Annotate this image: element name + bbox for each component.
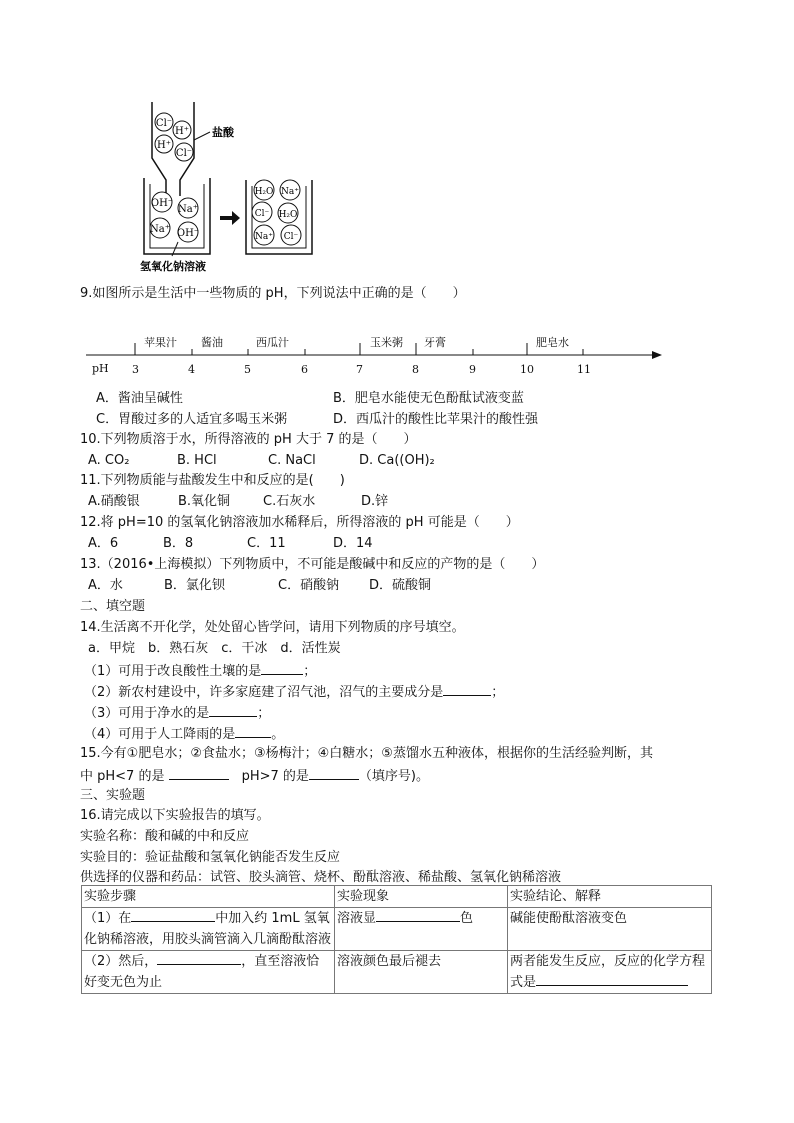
ion-label: Cl⁻ [283,232,299,242]
q14-sub2-semicolon: ； [491,685,505,700]
row2-conclusion [508,951,712,994]
answer-blank[interactable] [536,973,688,986]
ion-label: Na⁺ [178,204,198,215]
q13-stem: 13.（2016•上海模拟）下列物质中，不可能是酸碱中和反应的产物的是（ ） [80,557,545,572]
q9-stem: 9.如图所示是生活中一些物质的 pH，下列说法中正确的是（ ） [80,286,466,301]
ph-scale [86,333,666,379]
q14-sub4-period: 。 [271,727,285,742]
q12-option-c: C．11 [247,536,286,551]
q14-sub4-text: （4）可用于人工降雨的是 [84,727,236,742]
header-conclusion: 实验结论、解释 [508,886,712,908]
q10-option-c: C. NaCl [268,453,316,468]
q9-option-a: A．酱油呈碱性 [96,391,183,406]
q14-sub3-text: （3）可用于净水的是 [84,706,210,721]
q9-option-c: C．胃酸过多的人适宜多喝玉米粥 [96,412,288,427]
q15-text-a: 中 pH<7 的是 [80,769,169,784]
q12-stem: 12.将 pH=10 的氢氧化钠溶液加水稀释后，所得溶液的 pH 可能是（ ） [80,515,519,530]
experiment-report-table [81,885,712,994]
section-heading: 二、填空题 [80,599,146,614]
answer-blank[interactable] [261,662,303,675]
section-heading: 三、实验题 [80,788,146,803]
row1-observation [335,908,508,951]
q11-option-a: A.硝酸银 [88,494,140,509]
answer-blank[interactable] [209,704,257,717]
q14-stem: 14.生活离不开化学，处处留心皆学问，请用下列物质的序号填空。 [80,620,465,635]
ion-label: Na⁺ [150,224,170,235]
q14-sub2 [84,683,504,701]
ph-tick: 3 [132,363,139,376]
substance-label: 西瓜汁 [256,336,289,349]
q14-sub3 [84,704,270,722]
header-steps: 实验步骤 [82,886,335,908]
answer-blank[interactable] [131,909,215,922]
row1-conclusion: 碱能使酚酞溶液变色 [508,908,712,951]
header-observation: 实验现象 [335,886,508,908]
ion-label: H⁺ [175,126,189,137]
q15-text-b: pH>7 的是 [228,769,309,784]
q16-purpose: 实验目的：验证盐酸和氢氧化钠能否发生反应 [80,850,341,865]
row2-concl-a: 两者能发生反应，反应的化学方程式是 [510,954,706,990]
answer-blank[interactable] [235,725,271,738]
substance-label: 酱油 [201,336,223,349]
substance-label: 牙膏 [424,336,446,349]
q14-sub1 [84,662,316,680]
q10-option-d: D. Ca((OH)₂ [359,453,435,468]
neutralization-diagram [138,100,318,272]
q9-option-d: D．西瓜汁的酸性比苹果汁的酸性强 [333,412,539,427]
q10-stem: 10.下列物质溶于水，所得溶液的 pH 大于 7 的是（ ） [80,432,417,447]
ion-label: OH⁻ [176,228,200,239]
answer-blank[interactable] [309,767,359,780]
q16-materials: 供选择的仪器和药品：试管、胶头滴管、烧杯、酚酞溶液、稀盐酸、氢氧化钠稀溶液 [80,870,562,885]
row2-step-b: ，直至溶液恰好变无色为止 [84,954,320,990]
row1-step-a: （1）在 [84,911,132,926]
q13-option-a: A．水 [88,578,123,593]
ph-tick: 5 [244,363,251,376]
acid-label: 盐酸 [212,126,234,139]
q12-option-d: D．14 [333,536,373,551]
ph-tick: 7 [356,363,363,376]
row2-observation: 溶液颜色最后褪去 [335,951,508,994]
q12-option-a: A．6 [88,536,119,551]
q10-option-a: A. CO₂ [88,453,130,468]
ph-tick: 11 [577,363,591,376]
q14-sub1-text: （1）可用于改良酸性土壤的是 [84,664,262,679]
answer-blank[interactable] [169,767,229,780]
row1-step-b: 中加入约 1mL 氢氧化钠稀溶液，用胶头滴管滴入几滴酚酞溶液 [84,911,332,947]
q10-option-b: B. HCl [177,453,217,468]
q13-option-b: B．氯化钡 [164,578,225,593]
substance-label: 玉米粥 [370,336,403,349]
ion-label: Cl⁻ [175,148,193,159]
q13-option-d: D．硫酸铜 [369,578,432,593]
ion-label: Cl⁻ [155,118,173,129]
substance-label: 肥皂水 [536,336,569,349]
table-row [82,951,712,994]
ph-tick: 10 [520,363,534,376]
ph-tick: 6 [301,363,308,376]
q12-option-b: B．8 [163,536,194,551]
q11-stem: 11.下列物质能与盐酸发生中和反应的是( ) [80,473,345,488]
ph-axis-label: pH [92,362,109,375]
ion-label: H₂O [278,210,298,220]
q16-name: 实验名称：酸和碱的中和反应 [80,829,250,844]
q11-option-d: D.锌 [361,494,389,509]
q16-stem: 16.请完成以下实验报告的填写。 [80,808,270,823]
ion-label: H₂O [254,187,274,197]
ph-tick: 4 [188,363,195,376]
ion-label: Cl⁻ [254,209,270,219]
ion-label: OH⁻ [150,198,174,209]
table-row [82,908,712,951]
ph-tick: 8 [412,363,419,376]
q15-text-c: （填序号)。 [358,769,429,784]
q14-sub1-semicolon: ； [303,664,317,679]
q14-sub4 [84,725,284,743]
q9-option-b: B．肥皂水能使无色酚酞试液变蓝 [333,391,524,406]
q11-option-b: B.氧化铜 [178,494,231,509]
row2-step [82,951,335,994]
q15-line1: 15.今有①肥皂水；②食盐水；③杨梅汁；④白糖水；⑤蒸馏水五种液体，根据你的生活经验判断，其 [80,746,653,761]
q15-line2 [80,767,429,785]
ion-label: Na⁺ [281,187,299,197]
row2-step-a: （2）然后， [84,954,158,969]
substance-label: 苹果汁 [144,336,177,349]
table-header-row [82,886,712,908]
q14-sub2-text: （2）新农村建设中，许多家庭建了沼气池，沼气的主要成分是 [84,685,444,700]
q11-option-c: C.石灰水 [263,494,316,509]
ion-label: H⁺ [157,140,171,151]
q13-option-c: C．硝酸钠 [278,578,340,593]
row1-obs-b: 色 [460,911,474,926]
row1-obs-a: 溶液显 [337,911,377,926]
answer-blank[interactable] [443,683,491,696]
base-label: 氢氧化钠溶液 [140,260,206,272]
answer-blank[interactable] [157,952,241,965]
ion-label: Na⁺ [255,232,273,242]
row1-step [82,908,335,951]
q14-sub3-semicolon: ； [257,706,271,721]
q14-choices: a．甲烷 b．熟石灰 c．干冰 d．活性炭 [88,641,341,656]
ph-tick: 9 [469,363,476,376]
answer-blank[interactable] [376,909,460,922]
